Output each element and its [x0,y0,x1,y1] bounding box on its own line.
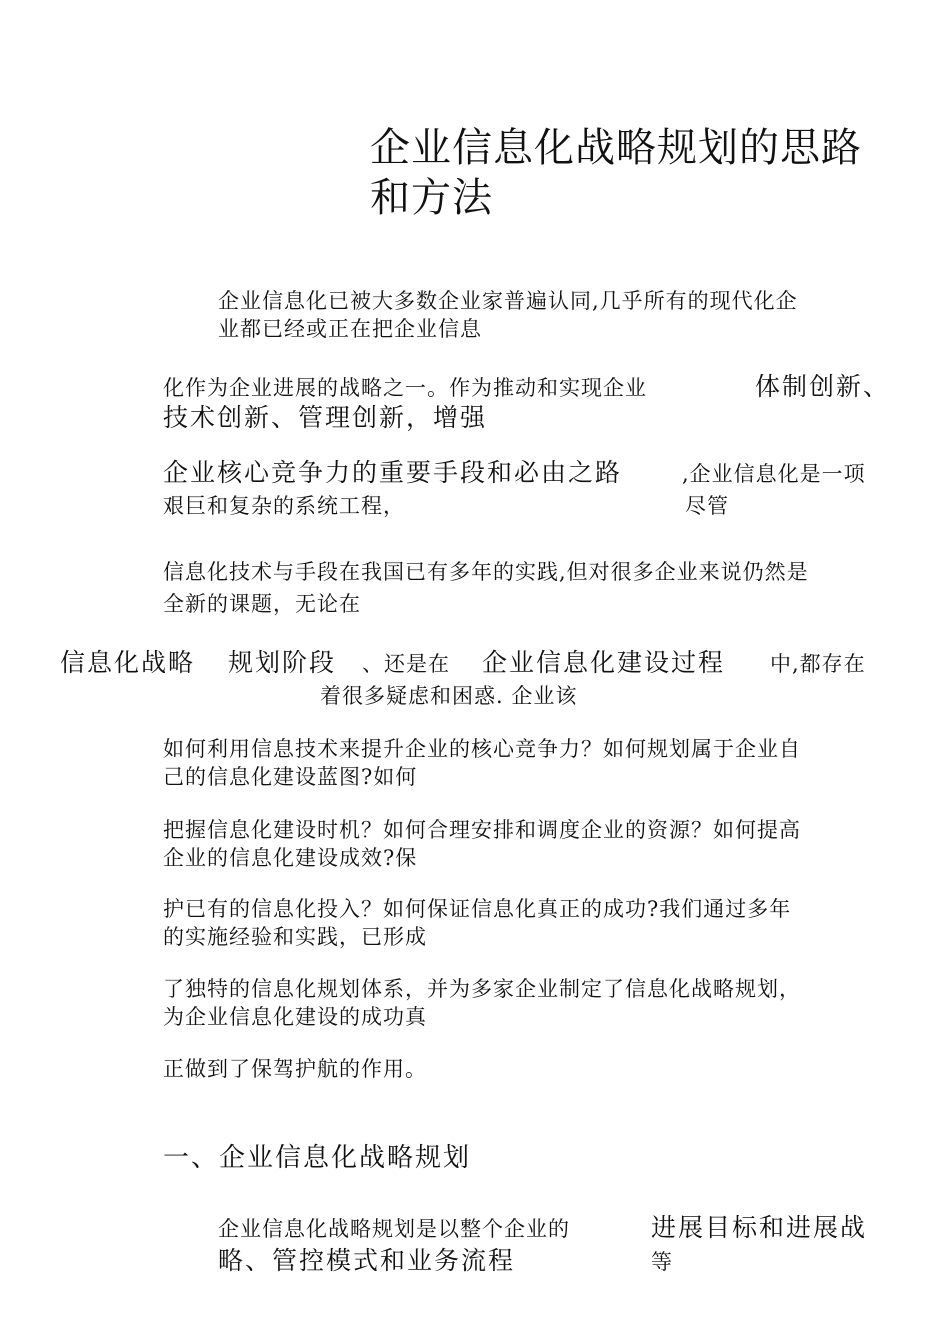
section-heading: 一、企业信息化战略规划 [163,1143,472,1173]
intro-line-5a: 企业核心竞争力的重要手段和必由之路 [163,458,623,487]
intro-line-10: 着很多疑虑和困惑. 企业该 [320,684,578,708]
questions-line-6: 的实施经验和实践，已形成 [163,925,427,949]
intro-line-2: 业都已经或正在把企业信息 [218,317,482,341]
section1-line-2a: 略、管控模式和业务流程 [218,1246,516,1275]
page-title-line2: 和方法 [370,175,493,221]
page-title-line1: 企业信息化战略规划的思路 [370,125,862,171]
section1-line-1b: 进展目标和进展战 [651,1213,868,1242]
section1-line-1a: 企业信息化战略规划是以整个企业的 [218,1217,570,1241]
questions-line-5: 护已有的信息化投入？如何保证信息化真正的成功?我们通过多年 [163,897,792,921]
intro-line-4: 技术创新、管理创新，增强 [163,403,488,432]
intro-line-9b: 规划阶段 [228,648,337,677]
intro-line-9e: 中,都存在 [770,652,866,676]
intro-line-9c: 、还是在 [362,652,450,676]
questions-line-8: 为企业信息化建设的成功真 [163,1005,427,1029]
section1-line-2b: 等 [651,1250,673,1274]
questions-line-7: 了独特的信息化规划体系，并为多家企业制定了信息化战略规划， [163,977,801,1001]
intro-line-6b: 尽管 [685,494,729,518]
intro-line-9a: 信息化战略 [60,648,196,677]
questions-line-2: 己的信息化建设蓝图?如何 [163,765,418,789]
intro-line-3b: 体制创新、 [755,372,891,401]
intro-line-3a: 化作为企业进展的战略之一。作为推动和实现企业 [163,376,647,400]
questions-line-3: 把握信息化建设时机？如何合理安排和调度企业的资源？如何提高 [163,818,801,842]
intro-line-8: 全新的课题，无论在 [163,592,361,616]
questions-line-9: 正做到了保驾护航的作用。 [163,1057,427,1081]
questions-line-1: 如何利用信息技术来提升企业的核心竞争力？如何规划属于企业自 [163,737,801,761]
intro-line-1: 企业信息化已被大多数企业家普遍认同,几乎所有的现代化企 [218,289,798,313]
intro-line-5b: ,企业信息化是一项 [682,462,866,486]
intro-line-9d: 企业信息化建设过程 [482,648,726,677]
intro-line-6a: 艰巨和复杂的系统工程， [163,494,405,518]
intro-line-7: 信息化技术与手段在我国已有多年的实践,但对很多企业来说仍然是 [163,560,809,584]
questions-line-4: 企业的信息化建设成效?保 [163,846,418,870]
